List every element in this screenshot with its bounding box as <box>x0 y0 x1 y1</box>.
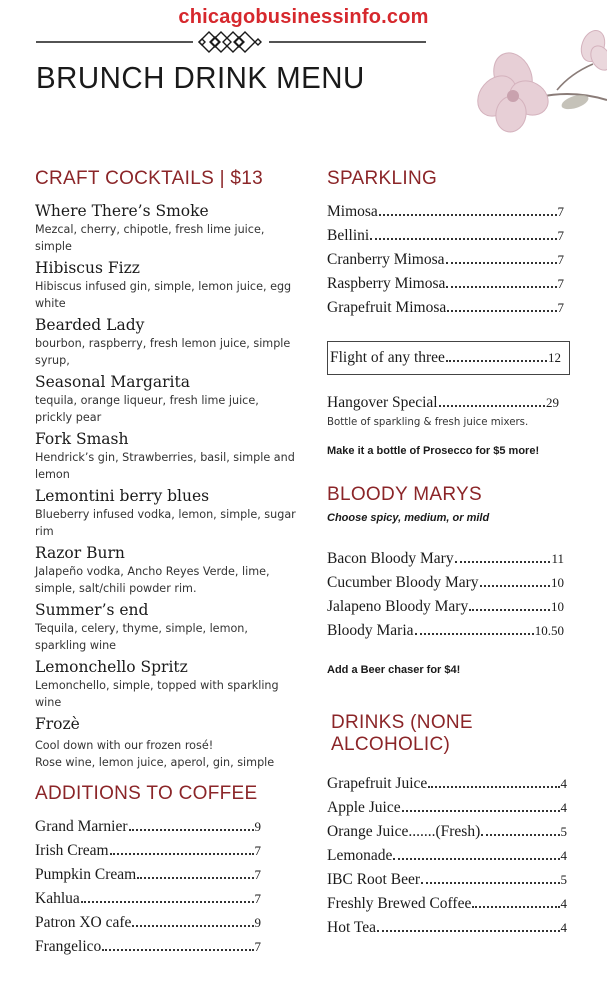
item-name: Irish Cream <box>35 842 109 859</box>
hangover-special <box>327 391 559 415</box>
item-price: 4 <box>560 776 567 791</box>
list-item <box>35 815 261 839</box>
list-item <box>327 772 567 796</box>
leader-dots <box>110 853 254 855</box>
item-price: 5 <box>560 824 567 839</box>
item-price: 29 <box>546 395 559 410</box>
item-name: Bellini <box>327 227 370 244</box>
list-item <box>35 887 261 911</box>
cocktail-description: Lemonchello, simple, topped with sparkling wine <box>35 679 279 709</box>
hangover-description: Bottle of sparkling & fresh juice mixers. <box>327 417 529 428</box>
list-item <box>327 571 564 595</box>
item-price: 7 <box>557 300 564 315</box>
page-title: BRUNCH DRINK MENU <box>36 60 365 95</box>
leader-dots <box>137 877 253 879</box>
item-name: Hot Tea <box>327 919 376 936</box>
item-price: 7 <box>557 204 564 219</box>
cocktail-name: Lemonchello Spritz <box>35 658 188 676</box>
leader-dots <box>393 858 559 860</box>
item-price: 4 <box>560 896 567 911</box>
cocktail-item <box>35 544 297 597</box>
item-price: 5 <box>560 872 567 887</box>
leader-dots <box>455 561 551 563</box>
cocktail-description: tequila, orange liqueur, fresh lime juice, prickly pear <box>35 394 259 424</box>
right-column <box>327 168 577 940</box>
item-price: 4 <box>560 800 567 815</box>
item-name: Flight of any three <box>330 349 445 366</box>
item-price: 4 <box>560 920 567 935</box>
item-name: Lemonade <box>327 847 393 864</box>
cocktail-item <box>35 202 297 255</box>
item-price: 11 <box>551 551 564 566</box>
cocktail-description: bourbon, raspberry, fresh lemon juice, simple syrup, <box>35 337 291 367</box>
list-item <box>327 892 567 916</box>
bloody-subtitle: Choose spicy, medium, or mild <box>327 512 490 524</box>
list-item <box>327 224 564 248</box>
item-name: Raspberry Mimosa <box>327 275 446 292</box>
sparkling-section-title: SPARKLING <box>327 168 438 189</box>
leader-dots <box>379 214 557 216</box>
drinks-title-line: ALCOHOLIC) <box>331 734 451 755</box>
drinks-section-title <box>331 712 577 756</box>
left-column <box>35 168 297 959</box>
cocktail-description: Blueberry infused vodka, lemon, simple, sugar rim <box>35 508 296 538</box>
cocktail-description: Jalapeño vodka, Ancho Reyes Verde, lime, simple, salt/chili powder rim. <box>35 565 270 595</box>
item-name: Grapefruit Juice <box>327 775 428 792</box>
cocktails-section-title: CRAFT COCKTAILS | $13 <box>35 168 264 189</box>
cocktail-item <box>35 373 297 426</box>
leader-dots <box>447 310 556 312</box>
watermark: chicagobusinessinfo.com <box>178 6 429 28</box>
leader-dots <box>481 834 559 836</box>
cocktail-name: Bearded Lady <box>35 316 145 334</box>
cocktail-description: Tequila, celery, thyme, simple, lemon, sparkling wine <box>35 622 248 652</box>
item-price: 4 <box>560 848 567 863</box>
list-item <box>327 796 567 820</box>
leader-dots <box>446 286 556 288</box>
cocktail-name: Fork Smash <box>35 430 129 448</box>
list-item <box>327 391 559 415</box>
cocktail-item <box>35 715 297 771</box>
flight-box <box>327 341 570 375</box>
cocktail-item <box>35 601 297 654</box>
leader-dots <box>421 882 560 884</box>
item-price: 7 <box>557 228 564 243</box>
cocktail-description: Rose wine, lemon juice, aperol, gin, simple <box>35 756 275 769</box>
leader-dots <box>428 786 559 788</box>
cocktail-description: Hibiscus infused gin, simple, lemon juice, egg white <box>35 280 292 310</box>
item-price: 7 <box>557 252 564 267</box>
leader-dots <box>472 906 559 908</box>
cocktail-description: Mezcal, cherry, chipotle, fresh lime juice, simple <box>35 223 265 253</box>
drinks-list <box>327 772 567 940</box>
list-item <box>327 547 564 571</box>
item-name: IBC Root Beer <box>327 871 420 888</box>
item-price: 9 <box>254 915 261 930</box>
cocktail-name: Lemontini berry blues <box>35 487 210 505</box>
item-name: Hangover Special <box>327 394 438 411</box>
list-item <box>327 272 564 296</box>
prosecco-note: Make it a bottle of Prosecco for $5 more! <box>327 445 540 457</box>
leader-dots <box>446 360 547 362</box>
item-price: 7 <box>557 276 564 291</box>
list-item <box>327 200 564 224</box>
item-name: Patron XO cafe <box>35 914 132 931</box>
cocktail-item <box>35 658 297 711</box>
leader-dots <box>402 810 560 812</box>
list-item <box>327 595 564 619</box>
cocktail-item <box>35 487 297 540</box>
leader-dots <box>102 949 253 951</box>
leader-dots <box>81 901 254 903</box>
item-name: Orange Juice.......(Fresh) <box>327 823 481 840</box>
cocktail-name: Hibiscus Fizz <box>35 259 140 277</box>
cocktail-name: Where There’s Smoke <box>35 202 209 220</box>
cocktail-name: Seasonal Margarita <box>35 373 190 391</box>
cocktail-item <box>35 430 297 483</box>
item-price: 9 <box>254 819 261 834</box>
cocktail-item <box>35 259 297 312</box>
item-name: Cucumber Bloody Mary <box>327 574 479 591</box>
coffee-section-title: ADDITIONS TO COFFEE <box>35 783 258 804</box>
art-deco-divider-icon <box>36 30 426 54</box>
item-name: Apple Juice <box>327 799 401 816</box>
list-item <box>327 868 567 892</box>
leader-dots <box>129 829 254 831</box>
item-name: Mimosa <box>327 203 378 220</box>
list-item <box>327 296 564 320</box>
item-name: Cranberry Mimosa <box>327 251 445 268</box>
list-item <box>35 839 261 863</box>
drinks-title-line: DRINKS (NONE <box>331 712 473 733</box>
item-price: 7 <box>254 939 261 954</box>
list-item <box>327 916 567 940</box>
leader-dots <box>370 238 556 240</box>
leader-dots <box>446 262 557 264</box>
item-name: Pumpkin Cream <box>35 866 137 883</box>
item-name: Kahlua <box>35 890 80 907</box>
cocktail-description: Hendrick’s gin, Strawberries, basil, simple and lemon <box>35 451 295 481</box>
list-item <box>35 911 261 935</box>
cocktail-name: Frozè <box>35 715 80 733</box>
item-price: 10 <box>551 599 564 614</box>
cocktail-item <box>35 316 297 369</box>
bloody-section-title: BLOODY MARYS <box>327 484 482 505</box>
item-name: Bloody Maria <box>327 622 414 639</box>
item-price: 12 <box>548 350 561 365</box>
leader-dots <box>377 930 560 932</box>
leader-dots <box>132 925 253 927</box>
list-item <box>327 820 567 844</box>
item-name: Frangelico <box>35 938 102 955</box>
item-name: Grand Marnier <box>35 818 128 835</box>
list-item <box>327 844 567 868</box>
coffee-list <box>35 815 261 959</box>
item-price: 10 <box>551 575 564 590</box>
bloody-list <box>327 547 564 643</box>
beer-chaser-note: Add a Beer chaser for $4! <box>327 664 461 676</box>
cocktail-name: Razor Burn <box>35 544 125 562</box>
list-item <box>327 248 564 272</box>
sparkling-list <box>327 200 564 320</box>
list-item <box>35 935 261 959</box>
leader-dots <box>480 585 550 587</box>
cocktail-name: Summer’s end <box>35 601 149 619</box>
flower-icon <box>467 18 607 158</box>
item-price: 7 <box>254 843 261 858</box>
list-item <box>327 619 564 643</box>
list-item <box>35 863 261 887</box>
cocktail-description: Cool down with our frozen rosé! <box>35 739 214 752</box>
leader-dots <box>439 405 545 407</box>
item-name: Bacon Bloody Mary <box>327 550 454 567</box>
list-item <box>330 346 561 370</box>
item-price: 7 <box>254 891 261 906</box>
leader-dots <box>469 609 550 611</box>
leader-dots <box>415 633 534 635</box>
item-name: Grapefruit Mimosa <box>327 299 447 316</box>
item-price: 10.50 <box>534 623 564 638</box>
item-name: Jalapeno Bloody Mary <box>327 598 469 615</box>
item-price: 7 <box>254 867 261 882</box>
item-name: Freshly Brewed Coffee <box>327 895 472 912</box>
